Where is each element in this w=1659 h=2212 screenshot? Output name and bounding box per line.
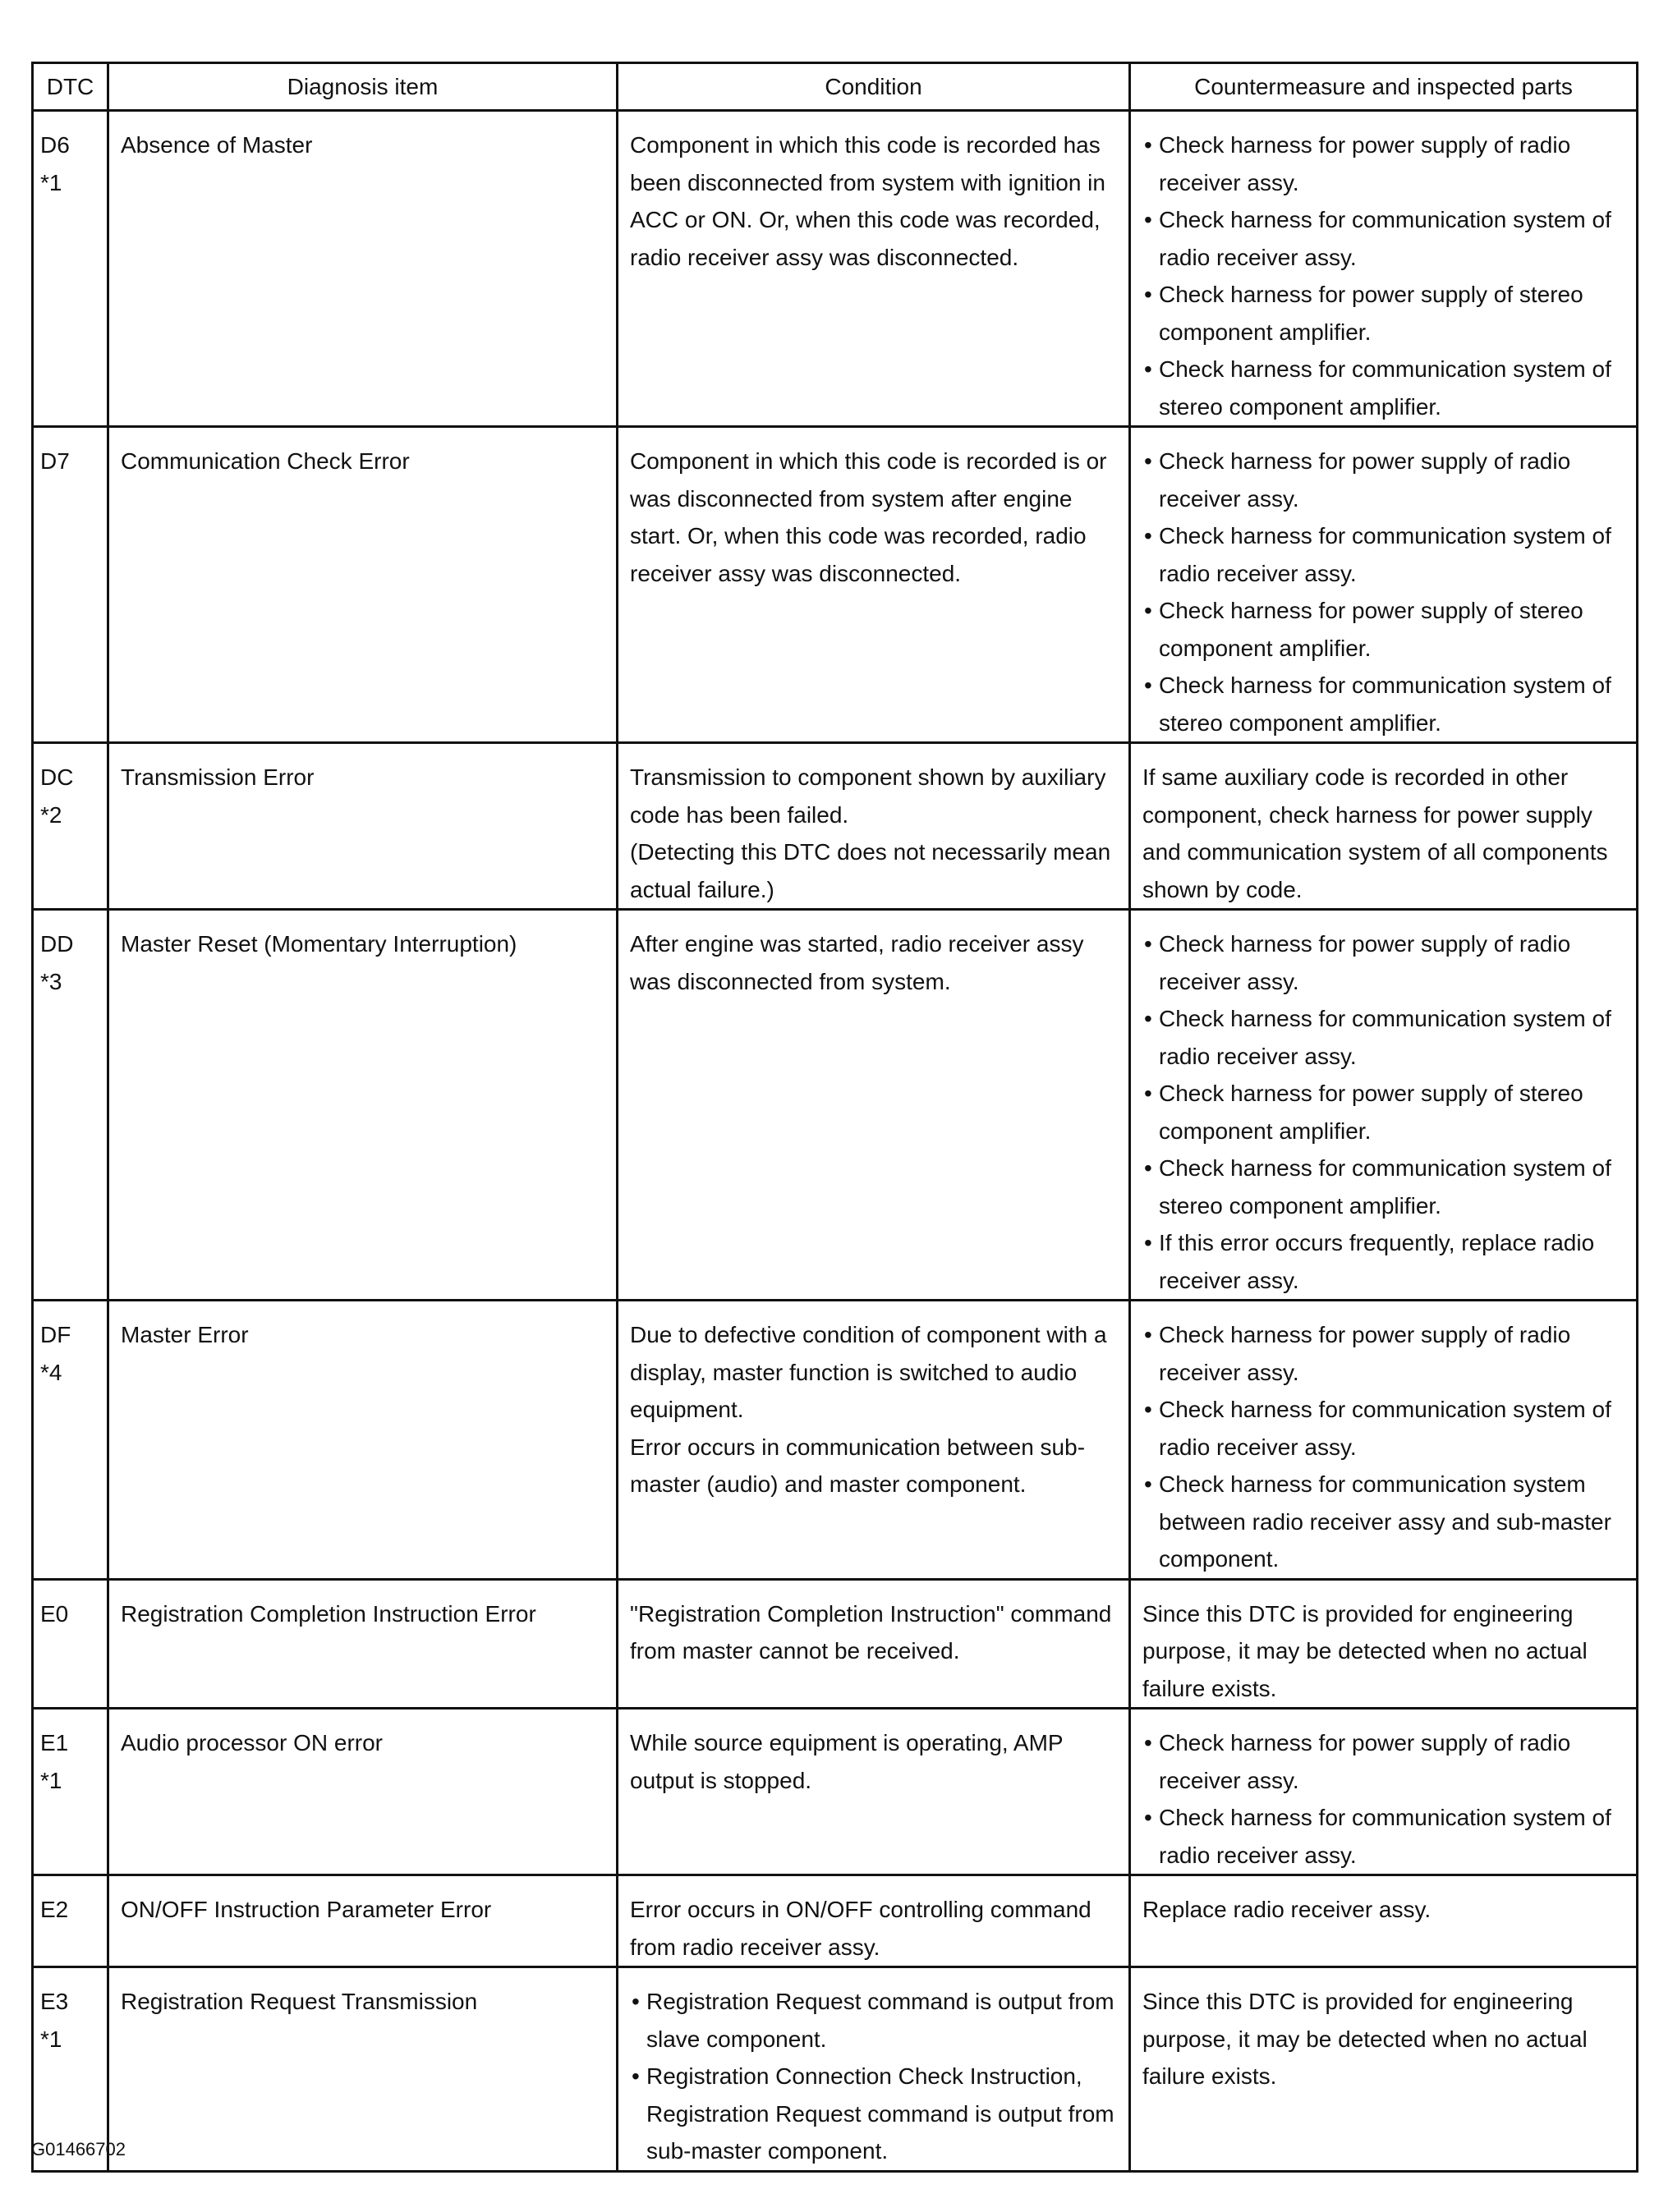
diagnosis-item: Master Error [121, 1322, 249, 1347]
diagnosis-item-cell [108, 111, 618, 427]
bullet-item: • Check harness for power supply of stereo component amplifier. [1142, 276, 1626, 351]
countermeasure-cell [1130, 1875, 1638, 1967]
bullet-item: • Check harness for power supply of radio receiver assy. [1142, 1316, 1626, 1391]
countermeasure-cell-list [1142, 126, 1626, 425]
condition-cell-text: After engine was started, radio receiver assy was disconnected from system. [630, 931, 1084, 994]
bullet-item: • Check harness for communication system of stereo component amplifier. [1142, 1150, 1626, 1224]
dtc-code-cell [33, 111, 108, 427]
bullet-item: • If this error occurs frequently, replace radio receiver assy. [1142, 1224, 1626, 1299]
diagnosis-item: Communication Check Error [121, 448, 410, 474]
countermeasure-cell-text: Since this DTC is provided for engineering purpose, it may be detected when no actual failure exists. [1142, 1600, 1588, 1701]
dtc-code-cell [33, 1301, 108, 1580]
countermeasure-cell-list [1142, 1316, 1626, 1578]
header-row [33, 63, 1638, 111]
header-diagnosis-item: Diagnosis item [108, 63, 618, 111]
diagnosis-item: Master Reset (Momentary Interruption) [121, 931, 517, 957]
dtc-code: E1 [40, 1730, 69, 1755]
condition-cell-text: Component in which this code is recorded has been disconnected from system with ignition in ACC or ON. Or, when this code was recorded, radio receiver assy was disconnected. [630, 132, 1105, 270]
diagnosis-item: Absence of Master [121, 132, 313, 158]
condition-cell-text: (Detecting this DTC does not necessarily mean actual failure.) [630, 839, 1111, 902]
table-row [33, 743, 1638, 910]
dtc-note: *1 [40, 1767, 62, 1793]
table-row [33, 111, 1638, 427]
header-countermeasure: Countermeasure and inspected parts [1130, 63, 1638, 111]
header-condition: Condition [618, 63, 1130, 111]
countermeasure-cell-text: Since this DTC is provided for engineering purpose, it may be detected when no actual failure exists. [1142, 1989, 1588, 2089]
dtc-note: *1 [40, 2026, 62, 2052]
bullet-item: • Registration Request command is output from slave component. [630, 1983, 1119, 2058]
table-row [33, 1579, 1638, 1709]
condition-cell [618, 111, 1130, 427]
countermeasure-cell [1130, 1967, 1638, 2172]
dtc-note: *3 [40, 968, 62, 994]
diagnosis-item-cell [108, 1967, 618, 2172]
bullet-item: • Check harness for communication system of radio receiver assy. [1142, 201, 1626, 276]
dtc-code: DC [40, 764, 74, 790]
dtc-code-cell [33, 1579, 108, 1709]
table-row [33, 1875, 1638, 1967]
dtc-code: DF [40, 1322, 71, 1347]
countermeasure-cell-list [1142, 443, 1626, 741]
dtc-code-cell [33, 910, 108, 1301]
diagnosis-item-cell [108, 743, 618, 910]
dtc-code: D6 [40, 132, 70, 158]
diagnosis-item-cell [108, 910, 618, 1301]
dtc-note: *2 [40, 801, 62, 828]
countermeasure-cell-text: Replace radio receiver assy. [1142, 1897, 1432, 1922]
countermeasure-cell [1130, 910, 1638, 1301]
bullet-item: • Check harness for communication system of radio receiver assy. [1142, 1391, 1626, 1466]
bullet-item: • Check harness for communication system of radio receiver assy. [1142, 517, 1626, 592]
dtc-table-body [33, 111, 1638, 2172]
condition-cell [618, 910, 1130, 1301]
table-row [33, 1967, 1638, 2172]
condition-cell [618, 1967, 1130, 2172]
bullet-item: • Check harness for communication system of radio receiver assy. [1142, 1799, 1626, 1874]
diagnosis-item-cell [108, 1875, 618, 1967]
diagnosis-item: Registration Completion Instruction Error [121, 1600, 536, 1627]
diagnosis-item: Transmission Error [121, 764, 315, 790]
dtc-code: E0 [40, 1600, 69, 1627]
dtc-code-cell [33, 1875, 108, 1967]
bullet-item: • Check harness for communication system between radio receiver assy and sub-master component. [1142, 1466, 1626, 1578]
table-row [33, 427, 1638, 743]
bullet-item: • Check harness for power supply of radio receiver assy. [1142, 925, 1626, 1000]
table-row [33, 1301, 1638, 1580]
table-row [33, 1709, 1638, 1875]
diagnosis-item: ON/OFF Instruction Parameter Error [121, 1897, 492, 1922]
condition-cell-text: "Registration Completion Instruction" command from master cannot be received. [630, 1600, 1112, 1664]
condition-cell [618, 1301, 1130, 1580]
diagnosis-item: Audio processor ON error [121, 1730, 384, 1755]
condition-cell-text: Error occurs in communication between sub-master (audio) and master component. [630, 1434, 1086, 1497]
dtc-code: D7 [40, 448, 70, 474]
dtc-code: E3 [40, 1989, 69, 2014]
countermeasure-cell-list [1142, 1724, 1626, 1874]
condition-cell-text: Due to defective condition of component with a display, master function is switched to audio equipment. [630, 1322, 1107, 1422]
figure-id: G01466702 [31, 2139, 126, 2159]
bullet-item: • Check harness for communication system of stereo component amplifier. [1142, 351, 1626, 425]
bullet-item: • Check harness for power supply of stereo component amplifier. [1142, 592, 1626, 667]
countermeasure-cell [1130, 1579, 1638, 1709]
bullet-item: • Registration Connection Check Instruction, Registration Request command is output from sub-master component. [630, 2058, 1119, 2170]
condition-cell [618, 1579, 1130, 1709]
countermeasure-cell-text: If same auxiliary code is recorded in other component, check harness for power supply and communication system of all components shown by code. [1142, 764, 1608, 902]
countermeasure-cell [1130, 1709, 1638, 1875]
header-dtc: DTC [33, 63, 108, 111]
countermeasure-cell [1130, 743, 1638, 910]
condition-cell-text: While source equipment is operating, AMP output is stopped. [630, 1730, 1064, 1793]
dtc-code-cell [33, 427, 108, 743]
dtc-code-cell [33, 1709, 108, 1875]
dtc-code-cell [33, 743, 108, 910]
bullet-item: • Check harness for power supply of radio receiver assy. [1142, 443, 1626, 517]
condition-cell-list [630, 1983, 1119, 2170]
bullet-item: • Check harness for communication system of stereo component amplifier. [1142, 667, 1626, 741]
condition-cell [618, 1709, 1130, 1875]
countermeasure-cell [1130, 111, 1638, 427]
diagnosis-item-cell [108, 427, 618, 743]
table-row [33, 910, 1638, 1301]
diagnosis-item-cell [108, 1709, 618, 1875]
condition-cell-text: Transmission to component shown by auxiliary code has been failed. [630, 764, 1106, 828]
bullet-item: • Check harness for power supply of radio receiver assy. [1142, 1724, 1626, 1799]
dtc-code: DD [40, 931, 74, 957]
diagnosis-item-cell [108, 1301, 618, 1580]
countermeasure-cell-list [1142, 925, 1626, 1299]
condition-cell [618, 743, 1130, 910]
condition-cell [618, 427, 1130, 743]
countermeasure-cell [1130, 1301, 1638, 1580]
bullet-item: • Check harness for power supply of radio receiver assy. [1142, 126, 1626, 201]
bullet-item: • Check harness for communication system of radio receiver assy. [1142, 1000, 1626, 1075]
condition-cell-text: Error occurs in ON/OFF controlling command from radio receiver assy. [630, 1897, 1091, 1960]
condition-cell-text: Component in which this code is recorded is or was disconnected from system after engine start. Or, when this code was recorded, radio receiver assy was disconnected. [630, 448, 1107, 586]
dtc-table [31, 62, 1638, 2173]
diagnosis-item: Registration Request Transmission [121, 1989, 478, 2014]
dtc-code: E2 [40, 1897, 69, 1922]
diagnosis-item-cell [108, 1579, 618, 1709]
countermeasure-cell [1130, 427, 1638, 743]
dtc-note: *4 [40, 1359, 62, 1385]
condition-cell [618, 1875, 1130, 1967]
dtc-note: *1 [40, 169, 62, 195]
bullet-item: • Check harness for power supply of stereo component amplifier. [1142, 1075, 1626, 1150]
